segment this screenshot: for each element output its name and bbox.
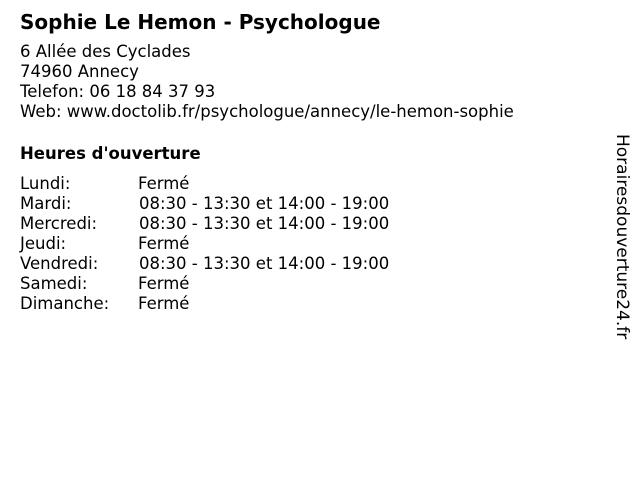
hours-row-sunday bbox=[20, 294, 600, 314]
day-label: Mercredi: bbox=[20, 214, 98, 233]
day-label: Jeudi: bbox=[20, 234, 67, 253]
business-card bbox=[20, 10, 600, 314]
hours-value: Fermé bbox=[138, 274, 190, 293]
hours-value: Fermé bbox=[138, 174, 190, 193]
business-title: Sophie Le Hemon - Psychologue bbox=[20, 10, 381, 34]
hours-value: 08:30 - 13:30 et 14:00 - 19:00 bbox=[139, 214, 390, 233]
hours-row-tuesday bbox=[20, 194, 600, 214]
opening-hours-table bbox=[20, 174, 600, 314]
hours-value: Fermé bbox=[138, 234, 190, 253]
hours-row-wednesday bbox=[20, 214, 600, 234]
day-label: Lundi: bbox=[20, 174, 71, 193]
opening-hours-heading: Heures d'ouverture bbox=[20, 144, 201, 163]
site-brand-label: Horairesdouverture24.fr bbox=[612, 134, 632, 340]
day-label: Dimanche: bbox=[20, 294, 110, 313]
hours-value: Fermé bbox=[138, 294, 190, 313]
day-label: Mardi: bbox=[20, 194, 72, 213]
hours-row-friday bbox=[20, 254, 600, 274]
hours-value: 08:30 - 13:30 et 14:00 - 19:00 bbox=[139, 254, 390, 273]
website-link[interactable]: Web: www.doctolib.fr/psychologue/annecy/le-hemon-sophie bbox=[20, 102, 514, 121]
day-label: Vendredi: bbox=[20, 254, 99, 273]
day-label: Samedi: bbox=[20, 274, 88, 293]
hours-row-monday bbox=[20, 174, 600, 194]
phone-number: Telefon: 06 18 84 37 93 bbox=[20, 82, 216, 101]
hours-row-saturday bbox=[20, 274, 600, 294]
hours-value: 08:30 - 13:30 et 14:00 - 19:00 bbox=[139, 194, 390, 213]
address-city: 74960 Annecy bbox=[20, 62, 139, 81]
address-street: 6 Allée des Cyclades bbox=[20, 42, 191, 61]
hours-row-thursday bbox=[20, 234, 600, 254]
